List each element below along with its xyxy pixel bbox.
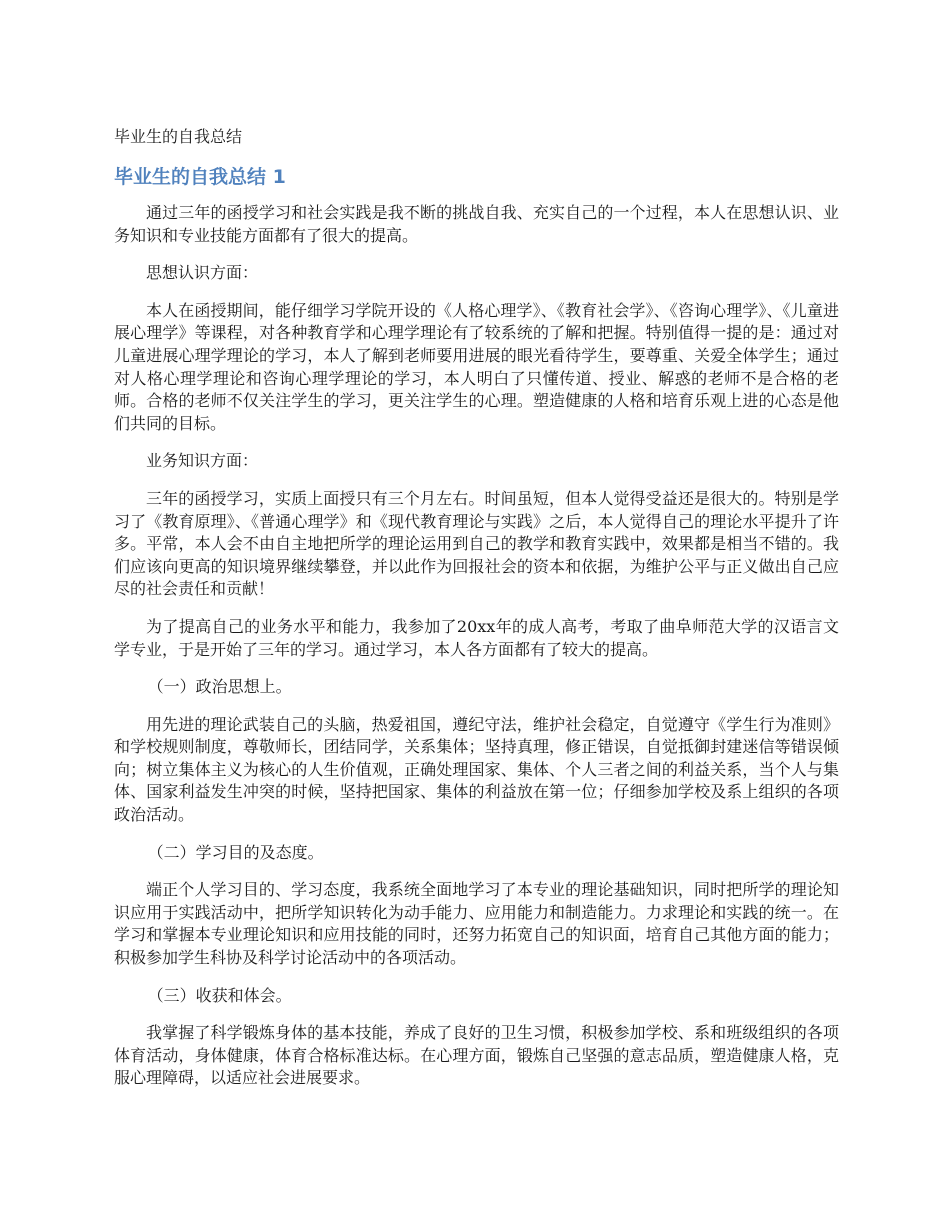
paragraph-thought: 本人在函授期间，能仔细学习学院开设的《人格心理学》、《教育社会学》、《咨询心理学》、《儿童进展心理学》等课程，对各种教育学和心理学理论有了较系统的了解和把握。特别值得一提的是：通过对儿童进展心理学理论的学习，本人了解到老师要用进展的眼光看待学生，要尊重、关爱全体学生；通过对人格心理学理论和咨询心理学理论的学习，本人明白了只懂传道、授业、解惑的老师不是合格的老师。合格的老师不仅关注学生的学习，更关注学生的心理。塑造健康的人格和培育乐观上进的心态是他们共同的目标。 bbox=[114, 300, 839, 433]
paragraph-business: 三年的函授学习，实质上面授只有三个月左右。时间虽短，但本人觉得受益还是很大的。特别是学习了《教育原理》、《普通心理学》和《现代教育理论与实践》之后，本人觉得自己的理论水平提升了许多。平常，本人会不由自主地把所学的理论运用到自己的教学和教育实践中，效果都是相当不错的。我们应该向更高的知识境界继续攀登，并以此作为回报社会的资本和依据，为维护公平与正义做出自己应尽的社会责任和贡献！ bbox=[114, 488, 839, 599]
paragraph-politics: 用先进的理论武装自己的头脑，热爱祖国，遵纪守法，维护社会稳定，自觉遵守《学生行为准则》和学校规则制度，尊敬师长，团结同学，关系集体；坚持真理，修正错误，自觉抵御封建迷信等错误倾向；树立集体主义为核心的人生价值观，正确处理国家、集体、个人三者之间的利益关系，当个人与集体、国家利益发生冲突的时候，坚持把国家、集体的利益放在第一位；仔细参加学校及系上组织的各项政治活动。 bbox=[114, 714, 839, 825]
paragraph-subheading-gains: （三）收获和体会。 bbox=[147, 985, 292, 1005]
paragraph-exam: 为了提高自己的业务水平和能力，我参加了20xx年的成人高考，考取了曲阜师范大学的汉语言文学专业，于是开始了三年的学习。通过学习，本人各方面都有了较大的提高。 bbox=[114, 616, 839, 659]
paragraph-gains: 我掌握了科学锻炼身体的基本技能，养成了良好的卫生习惯，积极参加学校、系和班级组织的各项体育活动，身体健康，体育合格标准达标。在心理方面，锻炼自己坚强的意志品质，塑造健康人格，克服心理障碍，以适应社会进展要求。 bbox=[114, 1023, 839, 1088]
paragraph-subheading-thought: 思想认识方面： bbox=[146, 263, 259, 283]
paragraph-subheading-politics: （一）政治思想上。 bbox=[147, 677, 292, 697]
document-body bbox=[114, 202, 839, 1105]
paragraph-subheading-study: （二）学习目的及态度。 bbox=[147, 842, 324, 862]
paragraph-study: 端正个人学习目的、学习态度，我系统全面地学习了本专业的理论基础知识，同时把所学的理论知识应用于实践活动中，把所学知识转化为动手能力、应用能力和制造能力。力求理论和实践的统一。在学习和掌握本专业理论知识和应用技能的同时，还努力拓宽自己的知识面，培育自己其他方面的能力；积极参加学生科协及科学讨论活动中的各项活动。 bbox=[114, 880, 839, 968]
document-title: 毕业生的自我总结 bbox=[114, 127, 243, 146]
paragraph-subheading-business: 业务知识方面： bbox=[146, 451, 259, 471]
paragraph-intro: 通过三年的函授学习和社会实践是我不断的挑战自我、充实自己的一个过程，本人在思想认识、业务知识和专业技能方面都有了很大的提高。 bbox=[114, 203, 839, 245]
section-heading: 毕业生的自我总结 1 bbox=[114, 166, 286, 188]
